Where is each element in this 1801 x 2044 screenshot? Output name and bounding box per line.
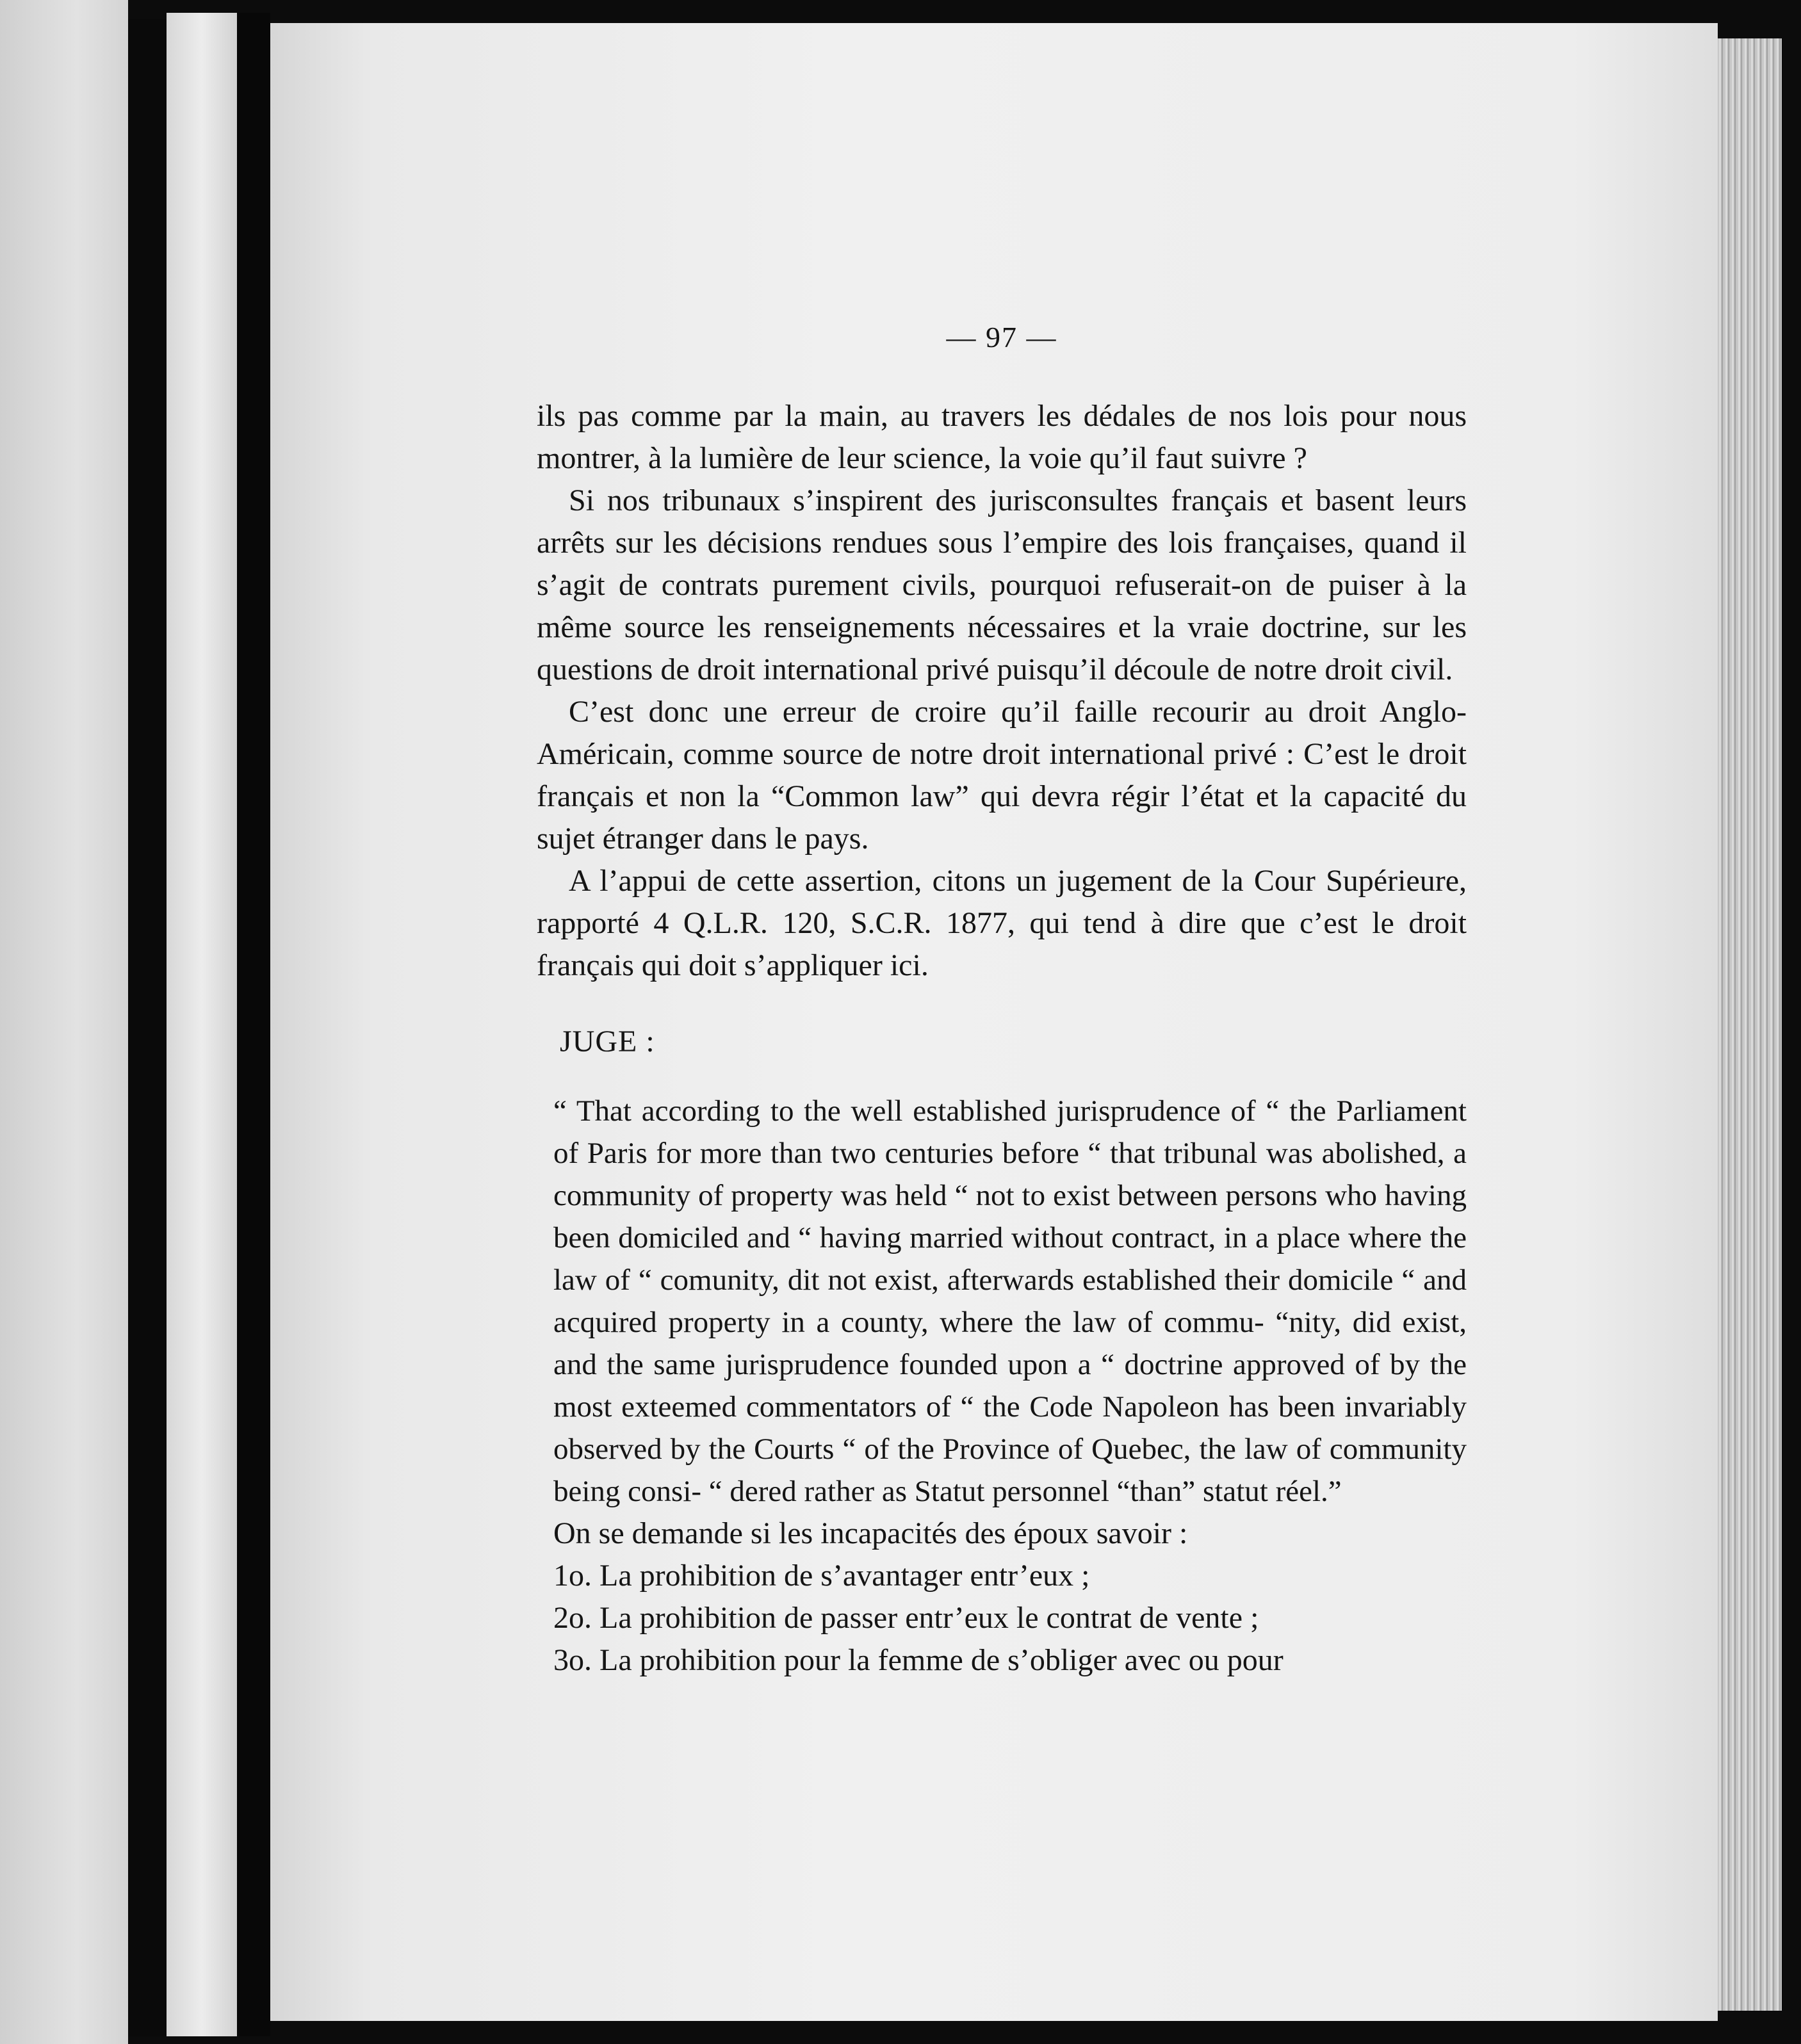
judgment-quote: “ That according to the well established jurisprudence of “ the Parliament of Paris for more than two centuries before “ that tribunal was abolished, a community of property was held “ not to exist between persons who having been domiciled and “ having married without contract, in a place where the law of “ comunity, dit not exist, afterwards established their domicile “ and acquired property in a county, where the law of commu- “nity, did exist, and the same jurisprudence founded upon a “ doctrine approved of by the most exteemed commentators of “ the Code Napoleon has been invariably observed by the Courts “ of the Province of Quebec, the law of community being consi- “ dered rather as Statut personnel “than” statut réel.” xyxy=(553,1094,1467,1508)
paragraph-1: ils pas comme par la main, au travers les dédales de nos lois pour nous montrer, à la lumière de leur science, la voie qu’il faut suivre ? xyxy=(537,399,1467,475)
binding-gutter xyxy=(237,13,270,2036)
list-item-1: 1o. La prohibition de s’avantager entr’eux ; xyxy=(553,1559,1090,1593)
binding-shadow xyxy=(128,19,167,2036)
page-content xyxy=(537,320,1467,1682)
list-item-2: 2o. La prohibition de passer entr’eux le contrat de vente ; xyxy=(553,1601,1259,1635)
question-paragraph: On se demande si les incapacités des époux savoir : xyxy=(553,1516,1188,1550)
paragraph-3: C’est donc une erreur de croire qu’il faille recourir au droit Anglo-Américain, comme source de notre droit international privé : C’est le droit français et non la “Common law” qui devra régir l’état et la capacité du sujet étranger dans le pays. xyxy=(537,695,1467,856)
page-stack-edges xyxy=(1718,38,1782,2011)
paragraph-4: A l’appui de cette assertion, citons un jugement de la Cour Supérieure, rapporté 4 Q.L.R. 120, S.C.R. 1877, qui tend à dire que c’est le droit français qui doit s’appliquer ici. xyxy=(537,864,1467,982)
facing-page-edge xyxy=(0,0,128,2044)
page-spine xyxy=(167,13,237,2036)
page-number: — 97 — xyxy=(946,321,1057,353)
paragraph-2: Si nos tribunaux s’inspirent des jurisconsultes français et basent leurs arrêts sur les décisions rendues sous l’empire des lois françaises, quand il s’agit de contrats purement civils, pourquoi refuserait-on de puiser à la même source les renseignements nécessaires et la vraie doctrine, sur les questions de droit international privé puisqu’il découle de notre droit civil. xyxy=(537,483,1467,686)
list-item-3: 3o. La prohibition pour la femme de s’obliger avec ou pour xyxy=(553,1643,1284,1677)
section-heading: JUGE : xyxy=(560,1025,655,1058)
